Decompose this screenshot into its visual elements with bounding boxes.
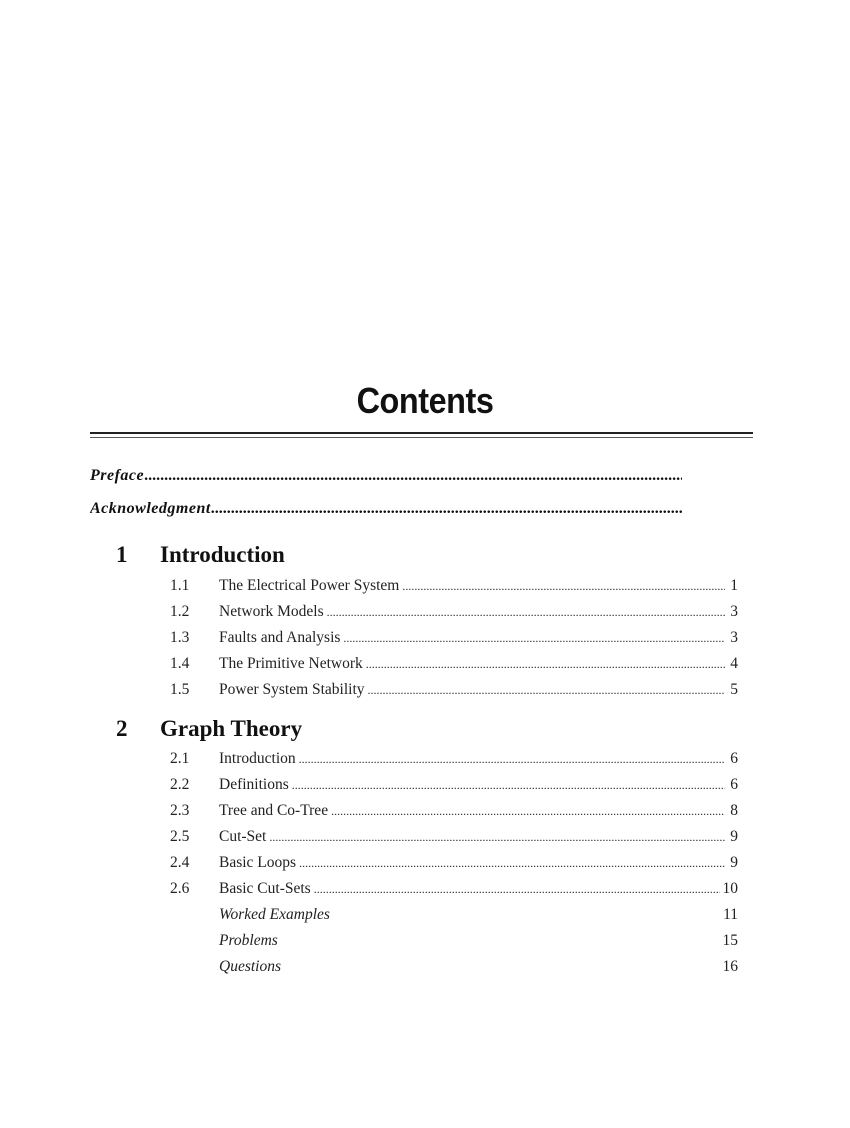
toc-entry-extra[interactable] bbox=[170, 932, 738, 952]
toc-entry-acknowledgment[interactable] bbox=[90, 500, 682, 522]
section-number: 1.1 bbox=[170, 577, 190, 594]
section-number: 1.4 bbox=[170, 655, 190, 672]
section-number: 2.5 bbox=[170, 828, 190, 845]
page-number: 11 bbox=[723, 906, 738, 923]
dot-leader bbox=[299, 856, 725, 871]
front-matter-label: Preface bbox=[90, 467, 145, 484]
section-title: Basic Cut-Sets bbox=[219, 880, 311, 897]
toc-entry[interactable] bbox=[170, 629, 738, 649]
section-number: 2.1 bbox=[170, 750, 190, 767]
toc-entry[interactable] bbox=[170, 603, 738, 623]
page-number: 6 bbox=[730, 750, 738, 767]
title-rule-bottom bbox=[90, 437, 753, 438]
page-number: 1 bbox=[730, 577, 738, 594]
dot-leader bbox=[144, 467, 682, 485]
chapter-heading-2[interactable] bbox=[116, 716, 302, 742]
chapter-title: Introduction bbox=[160, 542, 285, 567]
page-number: 6 bbox=[730, 776, 738, 793]
toc-entry[interactable] bbox=[170, 854, 738, 874]
title-rule-top bbox=[90, 432, 753, 434]
chapter-number: 2 bbox=[116, 716, 128, 741]
toc-entry[interactable] bbox=[170, 880, 738, 900]
dot-leader bbox=[299, 752, 725, 767]
section-title: Faults and Analysis bbox=[219, 629, 341, 646]
section-title: Power System Stability bbox=[219, 681, 365, 698]
page-number: 15 bbox=[722, 932, 738, 949]
section-title: Basic Loops bbox=[219, 854, 297, 871]
section-number: 2.3 bbox=[170, 802, 190, 819]
dot-leader bbox=[211, 500, 682, 518]
toc-entry-preface[interactable] bbox=[90, 467, 682, 489]
section-number: 1.3 bbox=[170, 629, 190, 646]
section-title: Network Models bbox=[219, 603, 324, 620]
section-title: Definitions bbox=[219, 776, 289, 793]
page-number: 9 bbox=[730, 828, 738, 845]
section-number: 2.2 bbox=[170, 776, 190, 793]
page-number: 4 bbox=[730, 655, 738, 672]
dot-leader bbox=[269, 830, 725, 845]
page-number: 10 bbox=[722, 880, 738, 897]
page-number: 16 bbox=[722, 958, 738, 975]
section-title: The Primitive Network bbox=[219, 655, 363, 672]
section-title: The Electrical Power System bbox=[219, 577, 400, 594]
dot-leader bbox=[343, 631, 725, 646]
page-number: 8 bbox=[730, 802, 738, 819]
toc-entry[interactable] bbox=[170, 577, 738, 597]
dot-leader bbox=[366, 657, 725, 672]
dot-leader bbox=[327, 605, 725, 620]
extra-title: Worked Examples bbox=[219, 906, 330, 923]
dot-leader bbox=[402, 579, 725, 594]
page-number: 9 bbox=[730, 854, 738, 871]
dot-leader bbox=[331, 804, 725, 819]
toc-entry[interactable] bbox=[170, 802, 738, 822]
dot-leader bbox=[292, 778, 725, 793]
page-number: 5 bbox=[730, 681, 738, 698]
chapter-number: 1 bbox=[116, 542, 128, 567]
toc-entry[interactable] bbox=[170, 750, 738, 770]
toc-entry[interactable] bbox=[170, 828, 738, 848]
section-title: Introduction bbox=[219, 750, 296, 767]
extra-title: Problems bbox=[219, 932, 278, 949]
front-matter-label: Acknowledgment bbox=[90, 500, 211, 517]
section-number: 1.2 bbox=[170, 603, 190, 620]
page-title: Contents bbox=[356, 380, 494, 421]
section-title: Tree and Co-Tree bbox=[219, 802, 329, 819]
section-title: Cut-Set bbox=[219, 828, 267, 845]
extra-title: Questions bbox=[219, 958, 281, 975]
dot-leader bbox=[368, 683, 725, 698]
toc-entry[interactable] bbox=[170, 655, 738, 675]
page-number: 3 bbox=[730, 603, 738, 620]
section-number: 2.4 bbox=[170, 854, 190, 871]
toc-entry-extra[interactable] bbox=[170, 958, 738, 978]
section-number: 1.5 bbox=[170, 681, 190, 698]
chapter-title: Graph Theory bbox=[160, 716, 303, 741]
toc-entry[interactable] bbox=[170, 776, 738, 796]
section-number: 2.6 bbox=[170, 880, 190, 897]
toc-entry-extra[interactable] bbox=[170, 906, 738, 926]
dot-leader bbox=[314, 882, 720, 897]
chapter-heading-1[interactable] bbox=[116, 542, 285, 568]
toc-entry[interactable] bbox=[170, 681, 738, 701]
page-number: 3 bbox=[730, 629, 738, 646]
